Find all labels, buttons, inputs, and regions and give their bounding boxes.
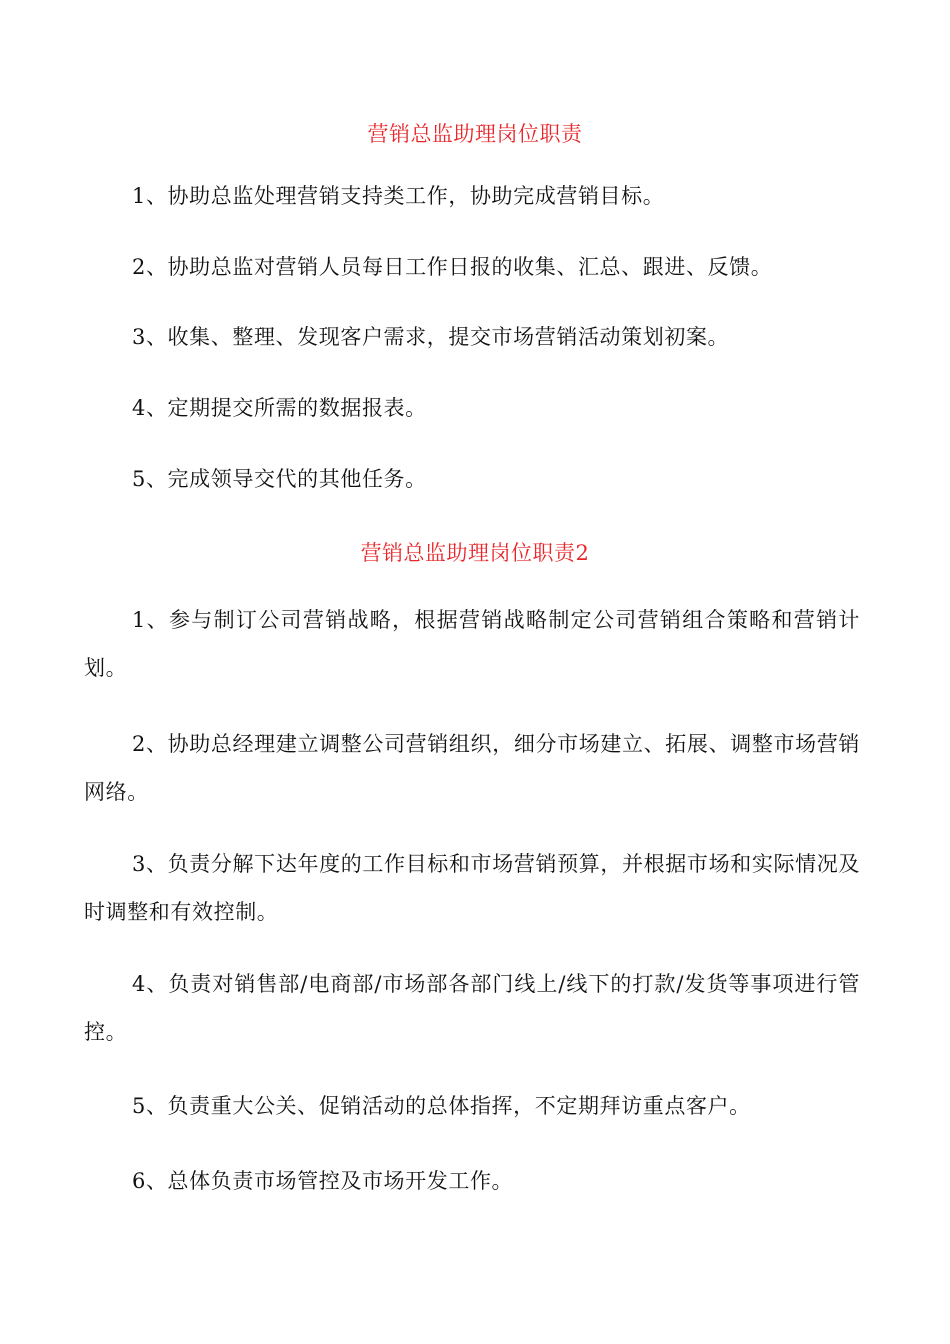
section2-item-2: 2、协助总经理建立调整公司营销组织，细分市场建立、拓展、调整市场营销网络。	[84, 732, 860, 804]
section1-item-5: 5、完成领导交代的其他任务。	[132, 467, 427, 491]
section2-item-6: 6、总体负责市场管控及市场开发工作。	[132, 1169, 514, 1193]
section2-item-5: 5、负责重大公关、促销活动的总体指挥，不定期拜访重点客户。	[132, 1094, 751, 1118]
section1-item-1: 1、协助总监处理营销支持类工作，协助完成营销目标。	[132, 184, 665, 208]
section2-item-4: 4、负责对销售部/电商部/市场部各部门线上/线下的打款/发货等事项进行管控。	[84, 972, 860, 1044]
section2-item-1: 1、参与制订公司营销战略，根据营销战略制定公司营销组合策略和营销计划。	[84, 608, 860, 680]
section1-item-3: 3、收集、整理、发现客户需求，提交市场营销活动策划初案。	[132, 325, 730, 349]
section1-title: 营销总监助理岗位职责	[367, 122, 583, 146]
section2-title: 营销总监助理岗位职责2	[360, 541, 590, 565]
section2-item-3: 3、负责分解下达年度的工作目标和市场营销预算，并根据市场和实际情况及时调整和有效控制。	[84, 852, 860, 924]
section1-item-4: 4、定期提交所需的数据报表。	[132, 396, 427, 420]
section1-item-2: 2、协助总监对营销人员每日工作日报的收集、汇总、跟进、反馈。	[132, 255, 773, 279]
